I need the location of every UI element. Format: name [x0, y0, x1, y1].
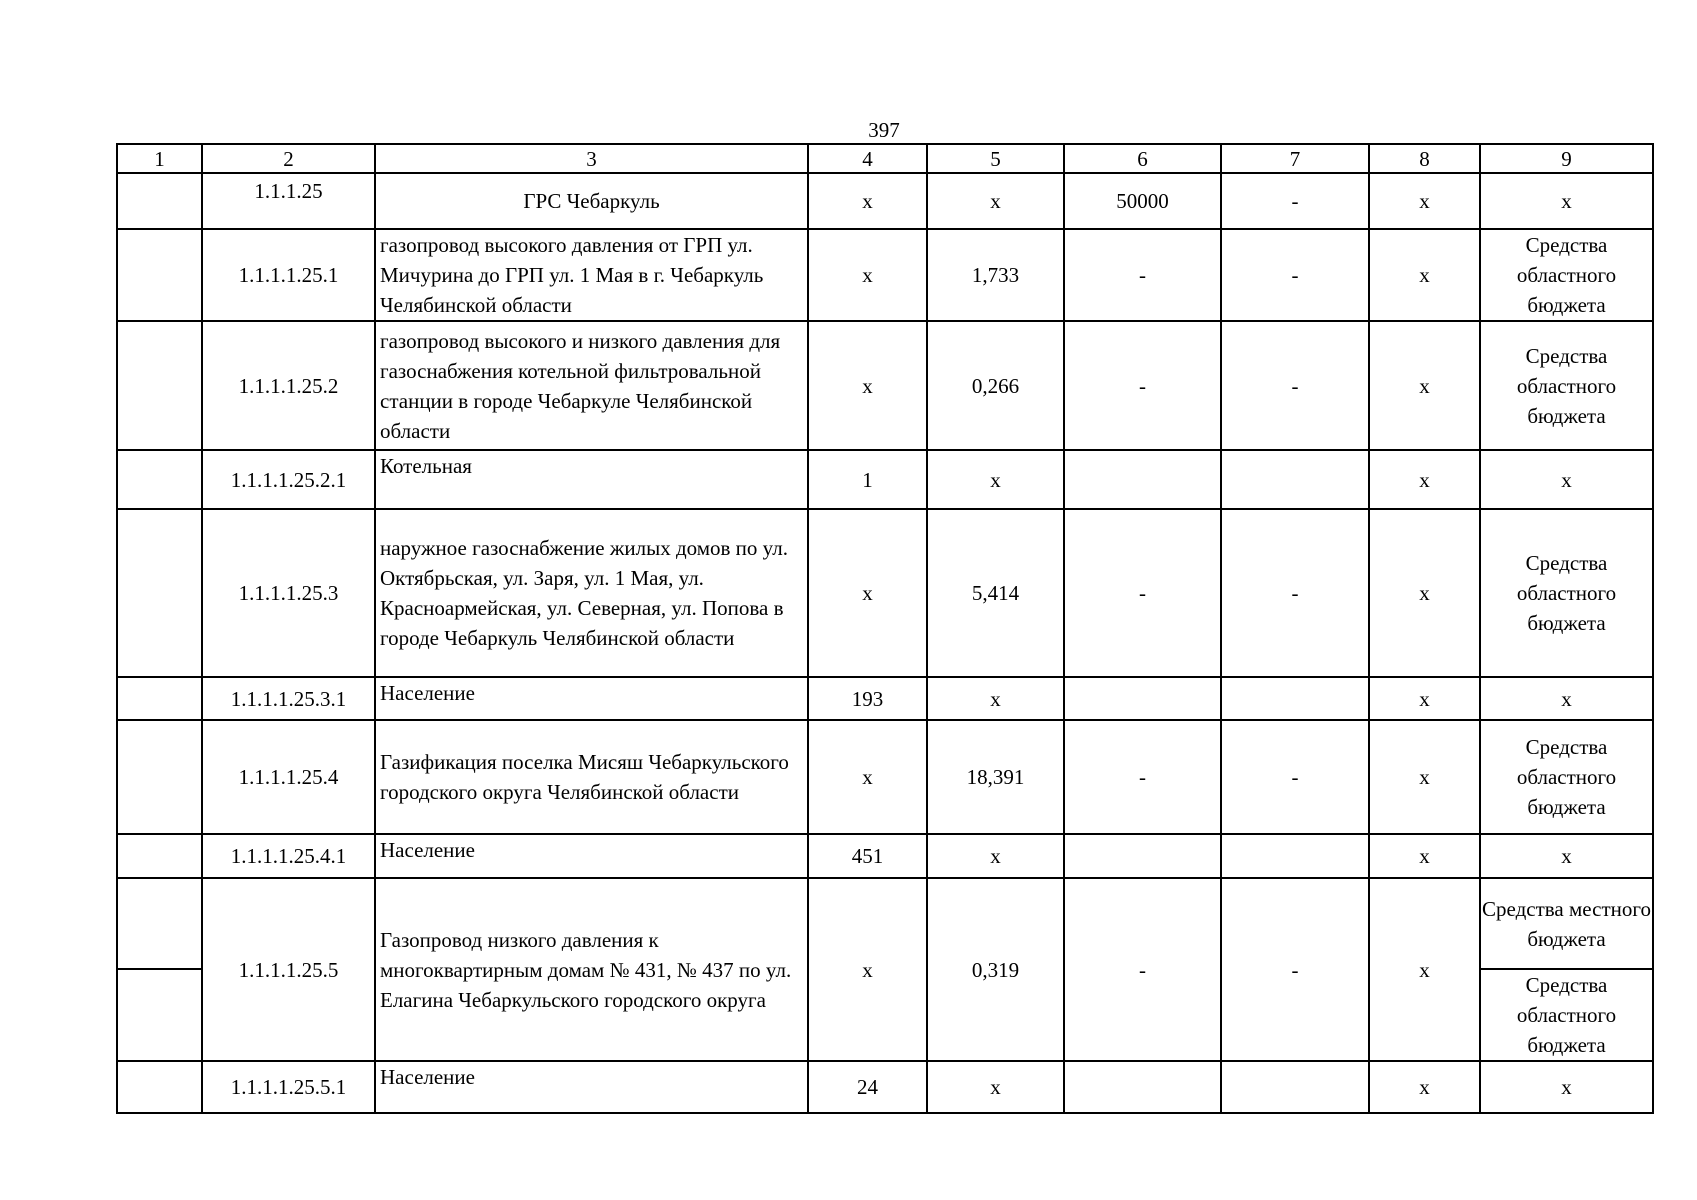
row-col7: - — [1221, 229, 1369, 321]
table-row — [117, 450, 1653, 509]
row-code: 1.1.1.1.25.5 — [202, 878, 375, 1061]
row-col4: 24 — [808, 1061, 927, 1113]
row-col4: х — [808, 321, 927, 450]
row-col5: х — [927, 834, 1064, 878]
empty-cell — [117, 450, 202, 509]
row-col9: Средства местного бюджета — [1480, 878, 1653, 969]
row-col7: - — [1221, 878, 1369, 1061]
table-row — [117, 677, 1653, 720]
row-col6 — [1064, 450, 1221, 509]
row-col6: - — [1064, 720, 1221, 834]
row-col5: х — [927, 173, 1064, 229]
row-col4: х — [808, 720, 927, 834]
row-col4: х — [808, 878, 927, 1061]
row-col5: 0,319 — [927, 878, 1064, 1061]
row-col5: 5,414 — [927, 509, 1064, 677]
row-col7 — [1221, 834, 1369, 878]
header-cell: 8 — [1369, 144, 1480, 173]
row-col9: х — [1480, 450, 1653, 509]
row-code: 1.1.1.1.25.2 — [202, 321, 375, 450]
row-description: Котельная — [375, 450, 808, 509]
row-code: 1.1.1.1.25.3 — [202, 509, 375, 677]
row-col4: х — [808, 173, 927, 229]
row-col8: х — [1369, 173, 1480, 229]
row-col4: 1 — [808, 450, 927, 509]
empty-cell — [117, 321, 202, 450]
table-row — [117, 878, 1653, 969]
empty-cell — [117, 1061, 202, 1113]
row-col8: х — [1369, 677, 1480, 720]
row-col8: х — [1369, 321, 1480, 450]
row-col6 — [1064, 834, 1221, 878]
row-col4: х — [808, 229, 927, 321]
header-cell: 1 — [117, 144, 202, 173]
row-col9: Средства областного бюджета — [1480, 229, 1653, 321]
header-cell: 2 — [202, 144, 375, 173]
row-col8: х — [1369, 509, 1480, 677]
table-row — [117, 229, 1653, 321]
row-col5: х — [927, 450, 1064, 509]
table-row — [117, 834, 1653, 878]
row-col7: - — [1221, 509, 1369, 677]
row-code: 1.1.1.1.25.2.1 — [202, 450, 375, 509]
row-col8: х — [1369, 229, 1480, 321]
row-code: 1.1.1.1.25.4 — [202, 720, 375, 834]
row-code: 1.1.1.1.25.4.1 — [202, 834, 375, 878]
row-code: 1.1.1.25 — [202, 173, 375, 229]
empty-cell — [117, 173, 202, 229]
header-cell: 4 — [808, 144, 927, 173]
row-code: 1.1.1.1.25.3.1 — [202, 677, 375, 720]
row-col7 — [1221, 677, 1369, 720]
row-col9: х — [1480, 173, 1653, 229]
table-row — [117, 173, 1653, 229]
row-col7 — [1221, 1061, 1369, 1113]
row-col6: 50000 — [1064, 173, 1221, 229]
row-col8: х — [1369, 1061, 1480, 1113]
row-col8: х — [1369, 834, 1480, 878]
row-description: Население — [375, 1061, 808, 1113]
row-col6: - — [1064, 509, 1221, 677]
row-col5: 18,391 — [927, 720, 1064, 834]
row-code: 1.1.1.1.25.1 — [202, 229, 375, 321]
row-col5: 0,266 — [927, 321, 1064, 450]
row-code: 1.1.1.1.25.5.1 — [202, 1061, 375, 1113]
empty-cell — [117, 878, 202, 969]
table-row — [117, 1061, 1653, 1113]
row-col9: х — [1480, 677, 1653, 720]
row-description: газопровод высокого и низкого давления для газоснабжения котельной фильтровальной станции в городе Чебаркуле Челябинской области — [375, 321, 808, 450]
row-description: Газопровод низкого давления к многоквартирным домам № 431, № 437 по ул. Елагина Чебаркульского городского округа — [375, 878, 808, 1061]
header-cell: 7 — [1221, 144, 1369, 173]
row-col5: х — [927, 1061, 1064, 1113]
empty-cell — [117, 969, 202, 1061]
row-col9: х — [1480, 1061, 1653, 1113]
empty-cell — [117, 720, 202, 834]
row-col9: Средства областного бюджета — [1480, 321, 1653, 450]
empty-cell — [117, 834, 202, 878]
row-col8: х — [1369, 720, 1480, 834]
row-col7 — [1221, 450, 1369, 509]
row-col6 — [1064, 1061, 1221, 1113]
row-col9: Средства областного бюджета — [1480, 509, 1653, 677]
row-col7: - — [1221, 720, 1369, 834]
row-col4: 193 — [808, 677, 927, 720]
row-description: Население — [375, 834, 808, 878]
empty-cell — [117, 509, 202, 677]
empty-cell — [117, 229, 202, 321]
row-col4: 451 — [808, 834, 927, 878]
row-description: Население — [375, 677, 808, 720]
row-col5: 1,733 — [927, 229, 1064, 321]
header-cell: 6 — [1064, 144, 1221, 173]
table-row — [117, 720, 1653, 834]
header-row — [117, 144, 1653, 173]
row-col9: Средства областного бюджета — [1480, 720, 1653, 834]
header-cell: 9 — [1480, 144, 1653, 173]
page-number: 397 — [868, 118, 900, 142]
row-description: наружное газоснабжение жилых домов по ул. Октябрьская, ул. Заря, ул. 1 Мая, ул. Красноармейская, ул. Северная, ул. Попова в городе Чебаркуль Челябинской области — [375, 509, 808, 677]
row-col9: Средства областного бюджета — [1480, 969, 1653, 1061]
row-col8: х — [1369, 450, 1480, 509]
empty-cell — [117, 677, 202, 720]
row-col5: х — [927, 677, 1064, 720]
row-col6: - — [1064, 229, 1221, 321]
header-cell: 3 — [375, 144, 808, 173]
row-col6: - — [1064, 321, 1221, 450]
row-col6: - — [1064, 878, 1221, 1061]
data-table — [116, 143, 1654, 1114]
header-cell: 5 — [927, 144, 1064, 173]
table-row — [117, 321, 1653, 450]
row-col6 — [1064, 677, 1221, 720]
row-description: Газификация поселка Мисяш Чебаркульского городского округа Челябинской области — [375, 720, 808, 834]
row-description: ГРС Чебаркуль — [375, 173, 808, 229]
row-col7: - — [1221, 173, 1369, 229]
row-description: газопровод высокого давления от ГРП ул. Мичурина до ГРП ул. 1 Мая в г. Чебаркуль Челябинской области — [375, 229, 808, 321]
table-row — [117, 509, 1653, 677]
row-col8: х — [1369, 878, 1480, 1061]
row-col9: х — [1480, 834, 1653, 878]
row-col7: - — [1221, 321, 1369, 450]
row-col4: х — [808, 509, 927, 677]
